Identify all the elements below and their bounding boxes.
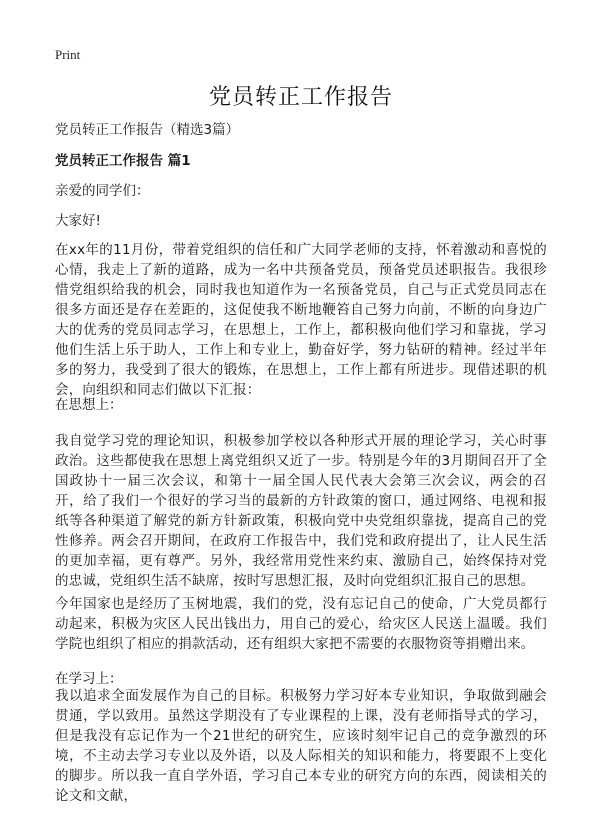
section-heading: 党员转正工作报告 篇1: [55, 153, 191, 169]
paragraph-earthquake: 今年国家也是经历了玉树地震，我们的党，没有忘记自己的使命，广大党员都行动起来，积极为灾区人民出钱出力，用自己的爱心，给灾区人民送上温暖。我们学院也组织了相应的捐款活动，还有组织大家把不需要的衣服物资等捐赠出来。: [55, 596, 547, 652]
subheading-study: 在学习上：: [55, 671, 123, 687]
print-label: Print: [55, 47, 81, 62]
salutation: 亲爱的同学们：: [55, 183, 150, 199]
greeting: 大家好!: [55, 213, 101, 229]
paragraph-thought: 我自觉学习党的理论知识，积极参加学校以各种形式开展的理论学习，关心时事政治。这些都使我在思想上离党组织又近了一步。特别是今年的3月期间召开了全国政协十一届三次会议，和第十一届全国人民代表大会第三次会议，两会的召开，给了我们一个很好的学习当的最新的方针政策的窗口，通过网络、电视和报纸等各种渠道了解党的新方针新政策，积极向党中央党组织靠拢，提高自己的党性修养。两会召开期间，在政府工作报告中，我们党和政府提出了，让人民生活的更加幸福，更有尊严。另外，我经常用党性来约束、激励自己，始终保持对党的忠诚，党组织生活不缺席，按时写思想汇报，及时向党组织汇报自己的思想。: [55, 433, 547, 589]
subheading-thought: 在思想上：: [55, 397, 123, 413]
paragraph-study: 我以追求全面发展作为自己的目标。积极努力学习好本专业知识，争取做到融会贯通，学以致用。虽然这学期没有了专业课程的上课，没有老师指导式的学习，但是我没有忘记作为一个21世纪的研究生，应该时刻牢记自己的竞争激烈的环境，不主动去学习专业以及外语，以及人际相关的知识和能力，将要跟不上变化的脚步。所以我一直自学外语，学习自己本专业的研究方向的东西，阅读相关的论文和文献，: [55, 688, 547, 804]
paragraph-intro: 在xx年的11月份，带着党组织的信任和广大同学老师的支持，怀着激动和喜悦的心情，我走上了新的道路，成为一名中共预备党员，预备党员述职报告。我很珍惜党组织给我的机会，同时我也知道作为一名预备党员，自己与正式党员同志在很多方面还是存在差距的，这促使我不断地鞭笞自己努力向前，不断的向身边广大的优秀的党员同志学习，在思想上，工作上，都积极向他们学习和靠拢，学习他们生活上乐于助人，工作上和专业上，勤奋好学，努力钻研的精神。经过半年多的努力，我受到了很大的锻炼，在思想上，工作上都有所进步。现借述职的机会，向组织和同志们做以下汇报：: [55, 242, 547, 398]
document-title: 党员转正工作报告: [208, 85, 393, 110]
document-subtitle: 党员转正工作报告（精选3篇）: [55, 122, 240, 138]
